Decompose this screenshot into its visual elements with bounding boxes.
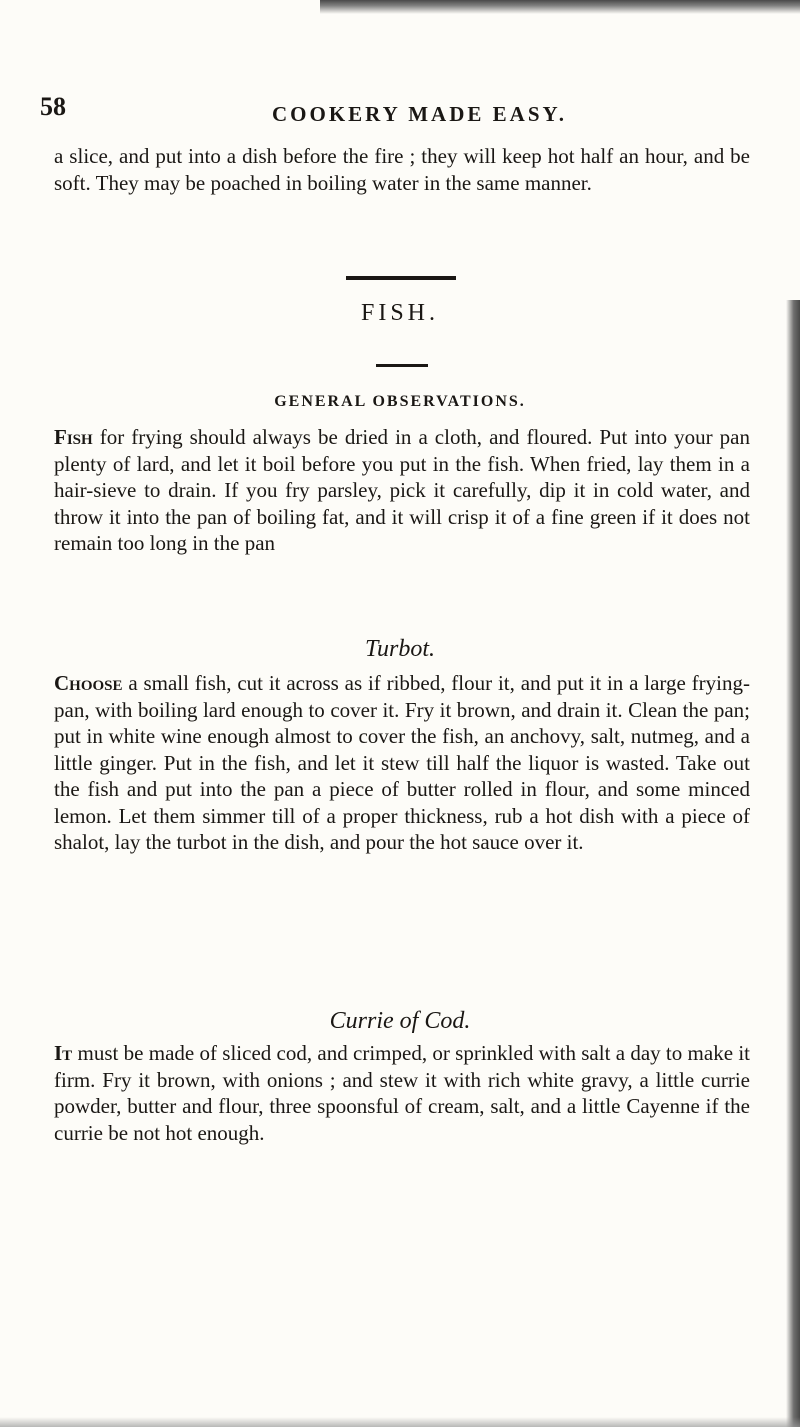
running-head: COOKERY MADE EASY. (272, 102, 567, 126)
recipe-paragraph-turbot (54, 670, 750, 856)
page-edge-shadow-right (786, 300, 800, 1427)
recipe-paragraph-currie-of-cod (54, 1040, 750, 1146)
recipe-title-currie-of-cod: Currie of Cod. (329, 1008, 471, 1034)
page-number: 58 (40, 92, 66, 121)
lead-word: Choose (54, 671, 123, 695)
continuation-paragraph: a slice, and put into a dish before the fire ; they will keep hot half an hour, and be soft. They may be poached in boiling water in the same manner. (54, 144, 750, 195)
page-edge-shadow-top (320, 0, 800, 14)
paragraph-body: must be made of sliced cod, and crimped, or sprinkled with salt a day to make it firm. Fry it brown, with onions ; and stew it with rich white gravy, a little currie powder, butter and flour, three spoonsful of cream, salt, and a little Cayenne if the currie be not hot enough. (54, 1041, 750, 1145)
paragraph-body: for frying should always be dried in a cloth, and floured. Put into your pan plenty of lard, and let it boil before you put in the fish. When fried, lay them in a hair-sieve to drain. If you fry parsley, pick it carefully, dip it in cold water, and throw it into the pan of boiling fat, and it will crisp it of a fine green if it does not remain too long in the pan (54, 425, 750, 555)
page-edge-shadow-bottom (0, 1417, 800, 1427)
lead-word: Fish (54, 425, 93, 449)
section-divider-rule (346, 276, 456, 280)
subsection-divider-rule (376, 364, 428, 367)
subsection-title: GENERAL OBSERVATIONS. (274, 393, 526, 410)
recipe-title-turbot: Turbot. (364, 636, 436, 662)
fish-observations-paragraph (54, 424, 750, 557)
page-header (40, 92, 740, 132)
lead-word: It (54, 1041, 73, 1065)
paragraph-body: a small fish, cut it across as if ribbed, flour it, and put it in a large frying-pan, with boiling lard enough to cover it. Fry it brown, and drain it. Clean the pan; put in white wine enough almost to cover the fish, an anchovy, salt, nutmeg, and a little ginger. Put in the fish, and let it stew till half the liquor is wasted. Take out the fish and put into the pan a piece of butter rolled in flour, and some minced lemon. Let them simmer till of a proper thickness, rub a hot dish with a piece of shalot, lay the turbot in the dish, and pour the hot sauce over it. (54, 671, 750, 854)
section-title: FISH. (360, 300, 440, 326)
